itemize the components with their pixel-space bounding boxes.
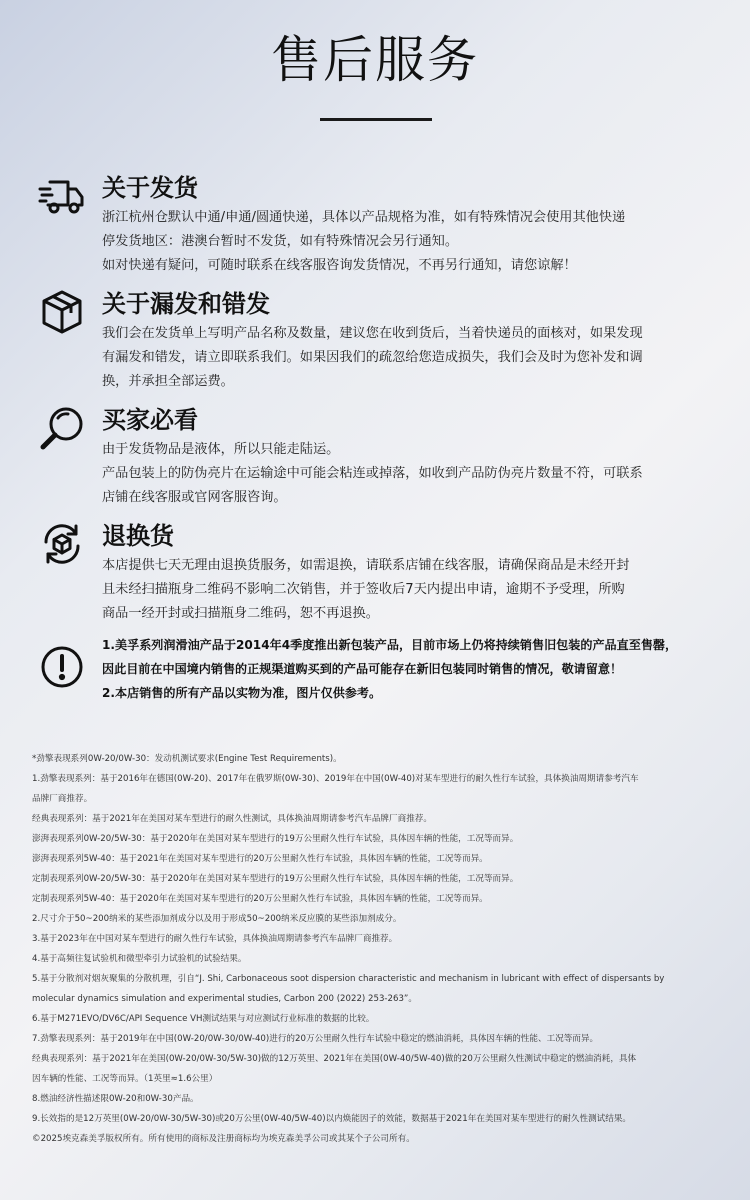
footnote-line: 4.基于高频往复试验机和微型牵引力试验机的试验结果。 [32, 954, 247, 964]
section-heading: 买家必看 [102, 406, 198, 434]
body-line: 产品包装上的防伪亮片在运输途中可能会粘连或掉落，如收到产品防伪亮片数量不符，可联系 [102, 466, 643, 481]
footnote-line: ©2025埃克森美孚版权所有。所有使用的商标及注册商标均为埃克森美孚公司或其某个子公司所有。 [32, 1134, 415, 1144]
footnote-line: molecular dynamics simulation and experimental studies, Carbon 200 (2022) 253-263”。 [32, 994, 417, 1004]
footnote-line: *劲擎表现系列0W-20/0W-30：发动机测试要求(Engine Test Requirements)。 [32, 754, 342, 764]
delivery-truck-icon [38, 172, 86, 220]
notice-text [102, 633, 722, 705]
footnotes [32, 749, 722, 1149]
exclamation-circle-icon [38, 643, 86, 691]
packaging-notice [38, 633, 718, 713]
footnote-line: 3.基于2023年在中国对某车型进行的耐久性行车试验，具体换油周期请参考汽车品牌厂商推荐。 [32, 934, 398, 944]
section-heading: 退换货 [102, 522, 174, 550]
body-line: 本店提供七天无理由退换货服务，如需退换，请联系店铺在线客服，请确保商品是未经开封 [102, 558, 630, 573]
title-underline [320, 118, 432, 121]
section-body [102, 554, 718, 626]
footnote-line: 1.劲擎表现系列：基于2016年在德国(0W-20)、2017年在俄罗斯(0W-30)、2019年在中国(0W-40)对某车型进行的耐久性行车试验，具体换油周期请参考汽车 [32, 774, 639, 784]
footnote-line: 9.长效指的是12万英里(0W-20/0W-30/5W-30)或20万公里(0W-40/5W-40)以内焕能因子的效能，数据基于2021年在美国对某车型进行的耐久性测试结果。 [32, 1114, 632, 1124]
body-line: 我们会在发货单上写明产品名称及数量，建议您在收到货后，当着快递员的面核对，如果发现 [102, 326, 643, 341]
body-line: 换，并承担全部运费。 [102, 374, 234, 389]
magnifier-icon [38, 404, 86, 452]
footnote-line: 因车辆的性能、工况等而异。（1英里≈1.6公里） [32, 1074, 218, 1084]
notice-line: 因此目前在中国境内销售的正规渠道购买到的产品可能存在新旧包装同时销售的情况，敬请留意！ [102, 662, 623, 676]
footnote-line: 定制表现系列0W-20/5W-30：基于2020年在美国对某车型进行的19万公里耐久性行车试验，具体因车辆的性能，工况等而异。 [32, 874, 519, 884]
notice-line: 1.美孚系列润滑油产品于2014年4季度推出新包装产品，目前市场上仍将持续销售旧包装的产品直至售罄， [102, 638, 678, 652]
section-body [102, 438, 718, 510]
footnote-line: 7.劲擎表现系列：基于2019年在中国(0W-20/0W-30/0W-40)进行的20万公里耐久性行车试验中稳定的燃油消耗，具体因车辆的性能、工况等而异。 [32, 1034, 599, 1044]
footnote-line: 5.基于分散剂对烟灰聚集的分散机理，引自“J. Shi, Carbonaceous soot dispersion characteristic and mechanism in lubricant with effect of dispersants by [32, 974, 665, 984]
return-exchange-icon [38, 520, 86, 568]
footnote-line: 2.尺寸介于50~200纳米的某些添加剂成分以及用于形成50~200纳米反应膜的某些添加剂成分。 [32, 914, 402, 924]
footnote-line: 经典表现系列：基于2021年在美国对某车型进行的耐久性测试，具体换油周期请参考汽车品牌厂商推荐。 [32, 814, 432, 824]
section-heading: 关于漏发和错发 [102, 290, 270, 318]
page-title: 售后服务 [271, 31, 479, 89]
section-heading: 关于发货 [102, 174, 198, 202]
body-line: 停发货地区：港澳台暂时不发货，如有特殊情况会另行通知。 [102, 234, 459, 249]
footnote-line: 定制表现系列5W-40：基于2020年在美国对某车型进行的20万公里耐久性行车试验，具体因车辆的性能，工况等而异。 [32, 894, 488, 904]
body-line: 有漏发和错发，请立即联系我们。如果因我们的疏忽给您造成损失，我们会及时为您补发和调 [102, 350, 643, 365]
body-line: 浙江杭州仓默认中通/申通/圆通快递，具体以产品规格为准，如有特殊情况会使用其他快递 [102, 210, 626, 225]
body-line: 由于发货物品是液体，所以只能走陆运。 [102, 442, 340, 457]
footnote-line: 品牌厂商推荐。 [32, 794, 93, 804]
section-body [102, 322, 718, 394]
package-box-icon [38, 288, 86, 336]
footnote-line: 澎湃表现系列0W-20/5W-30：基于2020年在美国对某车型进行的19万公里耐久性行车试验，具体因车辆的性能，工况等而异。 [32, 834, 519, 844]
body-line: 且未经扫描瓶身二维码不影响二次销售，并于签收后7天内提出申请，逾期不予受理，所购 [102, 582, 625, 597]
footnote-line: 澎湃表现系列5W-40：基于2021年在美国对某车型进行的20万公里耐久性行车试验，具体因车辆的性能，工况等而异。 [32, 854, 488, 864]
footnote-line: 8.燃油经济性描述限0W-20和0W-30产品。 [32, 1094, 199, 1104]
notice-line: 2.本店销售的所有产品以实物为准，图片仅供参考。 [102, 686, 382, 700]
body-line: 商品一经开封或扫描瓶身二维码，恕不再退换。 [102, 606, 379, 621]
footnote-line: 6.基于M271EVO/DV6C/API Sequence VH测试结果与对应测试行业标准的数据的比较。 [32, 1014, 375, 1024]
body-line: 店铺在线客服或官网客服咨询。 [102, 490, 287, 505]
footnote-line: 经典表现系列：基于2021年在美国(0W-20/0W-30/5W-30)做的12万英里、2021年在美国(0W-40/5W-40)做的20万公里耐久性测试中稳定的燃油消耗，具体 [32, 1054, 637, 1064]
body-line: 如对快递有疑问，可随时联系在线客服咨询发货情况，不再另行通知，请您谅解！ [102, 258, 577, 273]
section-body [102, 206, 718, 278]
